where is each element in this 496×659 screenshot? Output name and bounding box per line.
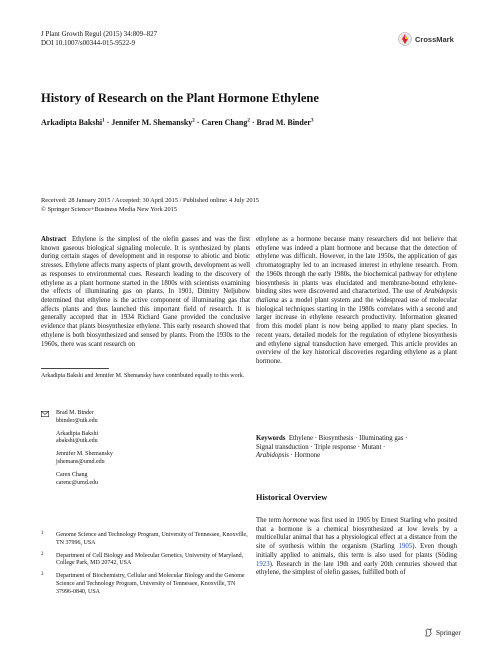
affiliation-entry <box>41 573 250 596</box>
author-name: Caren Chang <box>201 118 248 127</box>
arabidopsis-term: Arabidopsis thaliana <box>256 288 457 305</box>
copyright-line: © Springer Science+Business Media New York 2015 <box>41 205 178 213</box>
affiliation-text: Department of Cell Biology and Molecular Genetics, University of Maryland, College Park, MD 20742, USA <box>56 552 244 567</box>
abstract-continued: ethylene as a hormone because many researchers did not believe that ethylene was indeed a plant hormone and because that the detection of ethylene was difficult. However, in the late 1950s, the application of gas chromatography led to an increased interest in ethylene research. From the 1960s through the early 1980s, the biochemical pathway for ethylene biosynthesis in plants was elucidated and membrane-bound ethylene-binding sites were discovered and characterized. The use of <box>256 236 457 296</box>
keyword-arabidopsis: Arabidopsis <box>256 452 289 460</box>
contact-entry <box>41 410 250 426</box>
author-list <box>41 118 313 127</box>
affiliation-text: Department of Biochemistry, Cellular and Molecular Biology and the Genome Science and Technology Program, University of Tennessee, Knoxville, TN 37996-0840, USA <box>56 573 245 595</box>
envelope-icon <box>41 411 49 417</box>
article-title: History of Research on the Plant Hormone Ethylene <box>41 91 319 105</box>
journal-citation <box>41 30 157 48</box>
abstract-text: Ethylene is the simplest of the olefin gasses and was the first known gaseous biological signaling molecule. It is synthesized by plants during certain stages of development and in response to abiotic and biotic stresses. Ethylene affects many aspects of plant growth, development as well as responses to environmental cues. Research leading to the discovery of ethylene as a plant hormone started in the 1800s with scientists examining the effects of illuminating gas on plants. In 1901, Dimitry Neljubow determined that ethylene is the active component of illuminating gas that affects plants and thus launched this important field of research. It is generally accepted that in 1934 Richard Gane provided the conclusive evidence that plants biosynthesize ethylene. This early research showed that ethylene is both biosynthesized and sensed by plants. From the 1930s to the 1960s, there was scant research on <box>41 236 251 348</box>
citation-link[interactable]: 1905 <box>398 543 413 551</box>
author-separator: · <box>249 118 257 127</box>
keywords-line: · Hormone <box>288 452 321 460</box>
doi-line: DOI 10.1007/s00344-015-9522-9 <box>41 39 136 47</box>
historical-overview-text <box>256 517 457 578</box>
author-affil-mark: 2 <box>192 118 195 124</box>
citation-link[interactable]: 1923 <box>256 560 270 568</box>
author-name: Brad M. Binder <box>256 118 311 127</box>
publisher-footer <box>424 628 461 637</box>
keywords-block <box>256 435 457 461</box>
contact-entry <box>41 472 250 488</box>
crossmark-icon <box>398 32 412 46</box>
body-text: ). Research in the late 19th and early 20th centuries showed that ethylene, the simplest of olefin gasses, fulfilled both of <box>256 560 457 577</box>
affiliation-number: 2 <box>41 551 44 557</box>
crossmark-label: CrossMark <box>415 34 454 44</box>
dates-line: Received: 28 January 2015 / Accepted: 30 April 2015 / Published online: 4 July 2015 <box>41 197 259 204</box>
publication-dates <box>41 197 259 214</box>
affiliation-list <box>41 532 250 602</box>
abstract-continued: as a model plant system and the widespread use of molecular biological techniques starting in the 1980s correlates with a second and larger increase in ethylene research productivity. Information gleaned from this model plant is now being applied to many plant species. In recent years, detailed models for the regulation of ethylene biosynthesis and ethylene signal transduction have emerged. This article provides an overview of the key historical discoveries regarding ethylene as a plant hormone. <box>256 297 457 366</box>
contribution-note: Arkadipta Bakshi and Jennifer M. Shemansky have contributed equally to this work. <box>41 373 245 379</box>
body-text: The term <box>256 517 284 524</box>
footnote-divider <box>41 368 109 369</box>
body-text: ). Even though initially applied to animals, this term is also used for plants (Söding <box>256 543 457 559</box>
contact-entry <box>41 451 250 467</box>
abstract-label: Abstract <box>41 236 67 243</box>
publisher-name: Springer <box>436 628 461 637</box>
contact-email[interactable]: abakshi@utk.edu <box>56 438 98 445</box>
journal-line: J Plant Growth Regul (2015) 34:809–827 <box>41 30 158 38</box>
author-affil-mark: 2 <box>247 118 250 124</box>
hormone-term: hormone <box>283 517 308 524</box>
affiliation-entry <box>41 532 250 548</box>
keywords-line: Ethylene · Biosynthesis · Illuminating gas · <box>288 435 408 442</box>
abstract-column-left <box>41 236 250 349</box>
body-text: was first used in 1905 by Ernest Starling who posited that a hormone is a chemical biosynthesized at low levels by a multicellular animal that has a physiological effect at a distance from the site of synthesis within the organism (Starling <box>256 517 458 551</box>
springer-horse-icon <box>424 628 433 637</box>
contact-name: Brad M. Binder <box>56 410 94 416</box>
contact-name: Caren Chang <box>56 471 88 478</box>
affiliation-text: Genome Science and Technology Program, University of Tennessee, Knoxville, TN 37996, USA <box>56 532 248 546</box>
affiliation-number: 3 <box>41 572 44 578</box>
contact-name: Arkadipta Bakshi <box>56 430 99 437</box>
author-affil-mark: 1 <box>102 118 105 124</box>
keywords-line: Signal transduction · Triple response · Mutant · <box>256 443 386 451</box>
author-separator: · <box>194 118 202 127</box>
contact-email[interactable]: jshemans@umd.edu <box>56 458 105 465</box>
contact-email[interactable]: carenc@umd.edu <box>56 479 99 486</box>
contact-entry <box>41 431 250 447</box>
author-separator: · <box>104 118 112 127</box>
affiliation-entry <box>41 553 250 569</box>
affiliation-number: 1 <box>41 531 44 536</box>
keywords-label: Keywords <box>256 435 286 442</box>
abstract-column-right <box>256 236 457 367</box>
author-name: Jennifer M. Shemansky <box>111 118 193 127</box>
author-affil-mark: 3 <box>310 118 314 124</box>
contact-list <box>41 410 250 492</box>
contact-email[interactable]: bbinder@utk.edu <box>56 417 98 424</box>
crossmark-badge[interactable] <box>398 32 458 46</box>
section-heading: Historical Overview <box>256 493 328 502</box>
author-name: Arkadipta Bakshi <box>41 118 103 127</box>
contact-name: Jennifer M. Shemansky <box>56 451 113 458</box>
